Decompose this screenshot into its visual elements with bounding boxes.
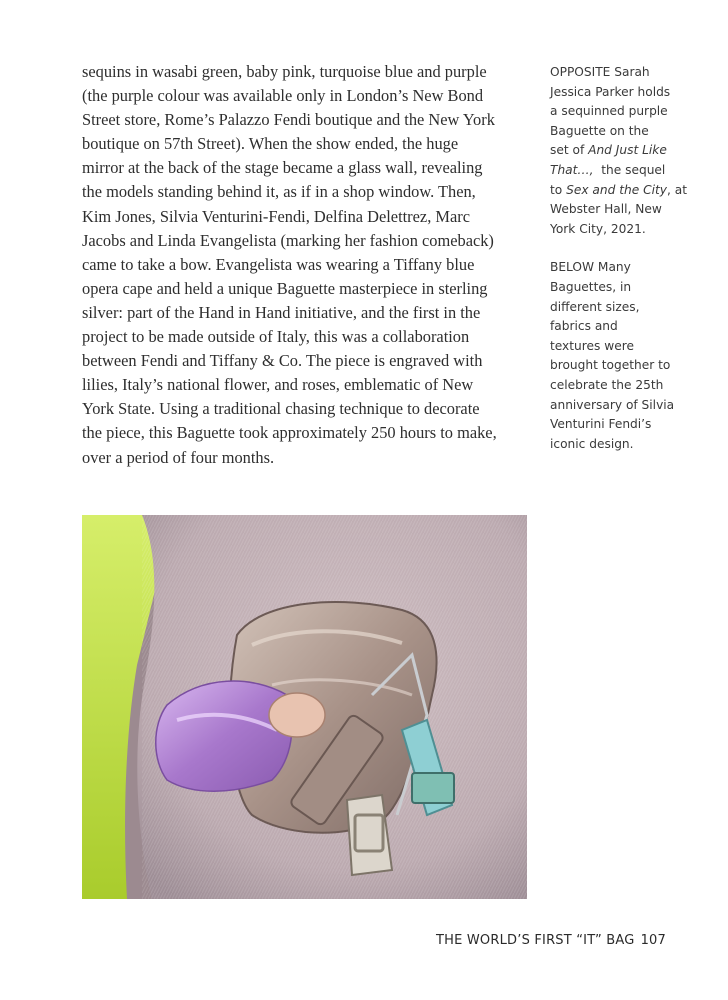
body-line: Street store, Rome’s Palazzo Fendi boutique and the New York (82, 110, 495, 130)
running-footer (436, 933, 666, 948)
caption-line: fabrics and (550, 319, 618, 334)
caption-line: That…, the sequel (550, 162, 666, 177)
caption-line: set of And Just Like (550, 143, 667, 158)
body-line: the piece, this Baguette took approximately 250 hours to make, (82, 423, 497, 443)
body-line: sequins in wasabi green, baby pink, turquoise blue and purple (82, 62, 487, 81)
baguette-photo (82, 515, 527, 899)
body-line: boutique on 57th Street). When the show ended, the huge (82, 134, 459, 154)
caption-line: Webster Hall, New (550, 202, 662, 217)
caption-line: textures were (550, 338, 634, 353)
caption-title-italic: And Just Like (588, 143, 667, 158)
body-line: Jacobs and Linda Evangelista (marking her fashion comeback) (82, 230, 494, 250)
caption-title-italic: That…, (550, 162, 594, 177)
photo-illustration (82, 515, 527, 899)
caption-opposite (550, 63, 710, 239)
caption-line: iconic design. (550, 436, 634, 451)
body-line: the models standing behind it, as if in a shop window. Then, (82, 182, 476, 202)
caption-title-italic: Sex and the City (566, 182, 667, 197)
caption-line: BELOW Many (550, 260, 631, 275)
captions-column (550, 63, 710, 454)
caption-line: different sizes, (550, 299, 640, 314)
body-line: over a period of four months. (82, 447, 275, 467)
caption-line: celebrate the 25th (550, 377, 664, 392)
body-line: mirror at the back of the stage became a glass wall, revealing (82, 158, 483, 178)
body-line: came to take a bow. Evangelista was wearing a Tiffany blue (82, 254, 475, 274)
caption-line: OPPOSITE Sarah (550, 65, 650, 79)
body-line: Kim Jones, Silvia Venturini-Fendi, Delfina Delettrez, Marc (82, 206, 470, 226)
body-line: York State. Using a traditional chasing technique to decorate (82, 399, 480, 419)
caption-below (550, 258, 710, 454)
body-line: (the purple colour was available only in London’s New Bond (82, 86, 484, 106)
caption-line: Venturini Fendi’s (550, 417, 652, 432)
satin-sleeve (156, 681, 292, 791)
caption-line: brought together to (550, 358, 671, 373)
body-line: between Fendi and Tiffany & Co. The piece is engraved with (82, 351, 483, 371)
caption-line: to Sex and the City, at (550, 182, 687, 197)
hand (269, 693, 325, 737)
caption-line: Baguette on the (550, 123, 649, 138)
caption-line: Baguettes, in (550, 279, 632, 294)
caption-line: anniversary of Silvia (550, 397, 675, 412)
caption-line: Jessica Parker holds (550, 84, 671, 99)
body-line: opera cape and held a unique Baguette masterpiece in sterling (82, 278, 488, 298)
footer-title: THE WORLD’S FIRST “IT” BAG (436, 933, 635, 948)
body-line: project to be made outside of Italy, this was a collaboration (82, 327, 470, 347)
caption-line: York City, 2021. (550, 221, 646, 236)
caption-line: a sequinned purple (550, 104, 668, 119)
body-line: silver: part of the Hand in Hand initiative, and the first in the (82, 302, 481, 322)
body-text (82, 60, 527, 470)
page-number: 107 (640, 933, 666, 948)
body-line: lilies, Italy’s national flower, and roses, emblematic of New (82, 375, 474, 395)
